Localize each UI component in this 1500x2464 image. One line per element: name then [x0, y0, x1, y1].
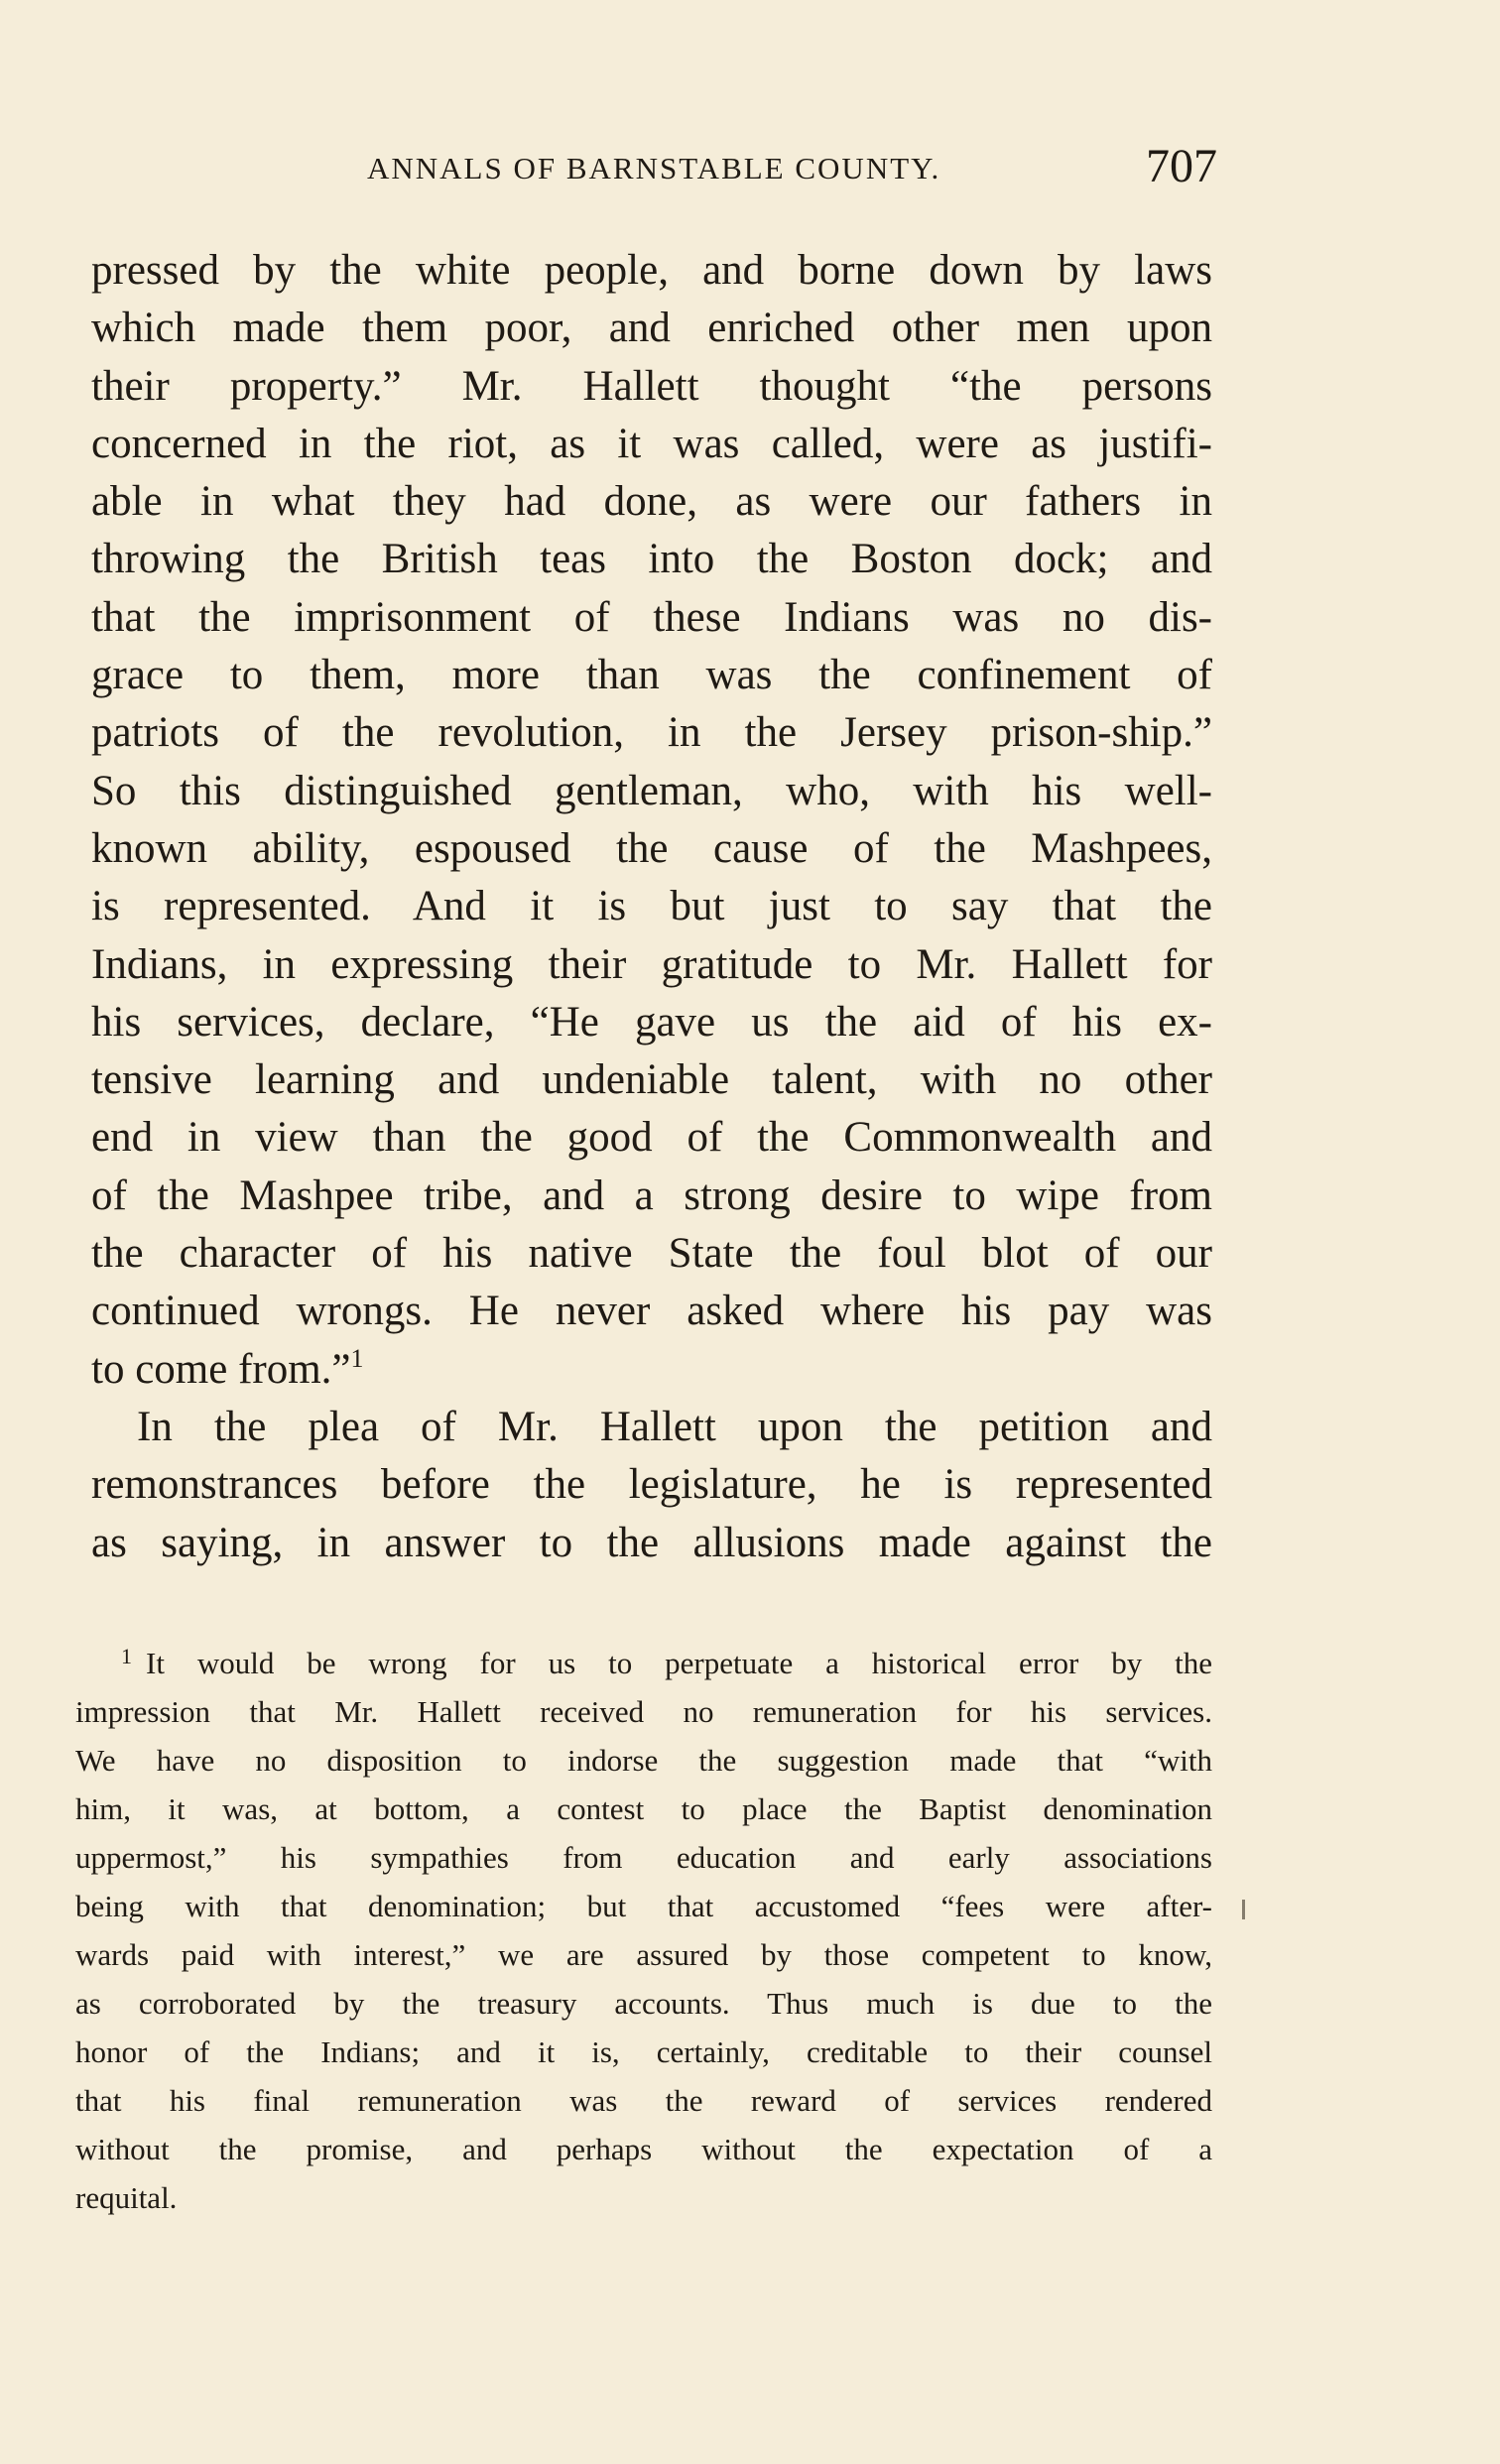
footnote-line: requital.	[75, 2180, 178, 2215]
running-head	[0, 139, 1500, 198]
text-line: grace to them, more than was the confinement of	[91, 652, 1212, 699]
text-line: able in what they had done, as were our fathers in	[91, 478, 1212, 526]
footnote-block	[75, 1639, 1212, 2222]
text-line: patriots of the revolution, in the Jersey prison-ship.”	[91, 709, 1212, 757]
text-line: that the imprisonment of these Indians was no dis-	[91, 593, 1212, 641]
footnote-first-line	[75, 1639, 1212, 1687]
paragraph-first-line: In the plea of Mr. Hallett upon the petition and	[137, 1403, 1212, 1450]
footnote-line: uppermost,” his sympathies from education and early associations	[75, 1840, 1212, 1875]
text-line-content: to come from.”	[91, 1345, 351, 1393]
text-line: pressed by the white people, and borne down by laws	[91, 247, 1212, 294]
text-line: as saying, in answer to the allusions made against the	[91, 1519, 1212, 1566]
text-line: known ability, espoused the cause of the Mashpees,	[91, 824, 1212, 872]
text-line: their property.” Mr. Hallett thought “the persons	[91, 362, 1212, 410]
footnote-line: him, it was, at bottom, a contest to place the Baptist denomination	[75, 1791, 1212, 1826]
footnote-line: wards paid with interest,” we are assured by those competent to know,	[75, 1937, 1212, 1972]
text-line-with-footnote	[91, 1341, 1212, 1399]
text-line: tensive learning and undeniable talent, with no other	[91, 1056, 1212, 1104]
footnote-line: being with that denomination; but that accustomed “fees were after-	[75, 1889, 1212, 1923]
text-line: So this distinguished gentleman, who, with his well-	[91, 767, 1212, 814]
text-line: of the Mashpee tribe, and a strong desire to wipe from	[91, 1171, 1212, 1219]
main-text	[91, 242, 1212, 1572]
footnote-line-content: It would be wrong for us to perpetuate a historical error by the	[146, 1646, 1212, 1680]
footnote-line: that his final remuneration was the reward of services rendered	[75, 2083, 1212, 2118]
footnote-line: honor of the Indians; and it is, certainly, creditable to their counsel	[75, 2034, 1212, 2069]
footnote-line: We have no disposition to indorse the suggestion made that “with	[75, 1743, 1212, 1778]
text-line: end in view than the good of the Commonwealth and	[91, 1114, 1212, 1162]
footnote-line: impression that Mr. Hallett received no remuneration for his services.	[75, 1694, 1212, 1729]
footnote-marker: 1	[121, 1644, 132, 1668]
footnote-line: without the promise, and perhaps without the expectation of a	[75, 2132, 1212, 2166]
running-title: ANNALS OF BARNSTABLE COUNTY.	[367, 151, 941, 185]
text-line: his services, declare, “He gave us the aid of his ex-	[91, 998, 1212, 1046]
text-line: the character of his native State the foul blot of our	[91, 1230, 1212, 1278]
page-number: 707	[1146, 140, 1217, 192]
text-line: remonstrances before the legislature, he is represented	[91, 1461, 1212, 1509]
footnote-line: as corroborated by the treasury accounts. Thus much is due to the	[75, 1986, 1212, 2021]
text-line: which made them poor, and enriched other men upon	[91, 305, 1212, 352]
text-line: continued wrongs. He never asked where his pay was	[91, 1288, 1212, 1335]
text-line: concerned in the riot, as it was called, were as justifi-	[91, 420, 1212, 467]
text-line: is represented. And it is but just to say that the	[91, 883, 1212, 930]
footnote-reference: 1	[350, 1343, 364, 1373]
margin-mark	[1242, 1900, 1245, 1919]
text-line: throwing the British teas into the Boston dock; and	[91, 536, 1212, 583]
text-line: Indians, in expressing their gratitude to Mr. Hallett for	[91, 940, 1212, 988]
